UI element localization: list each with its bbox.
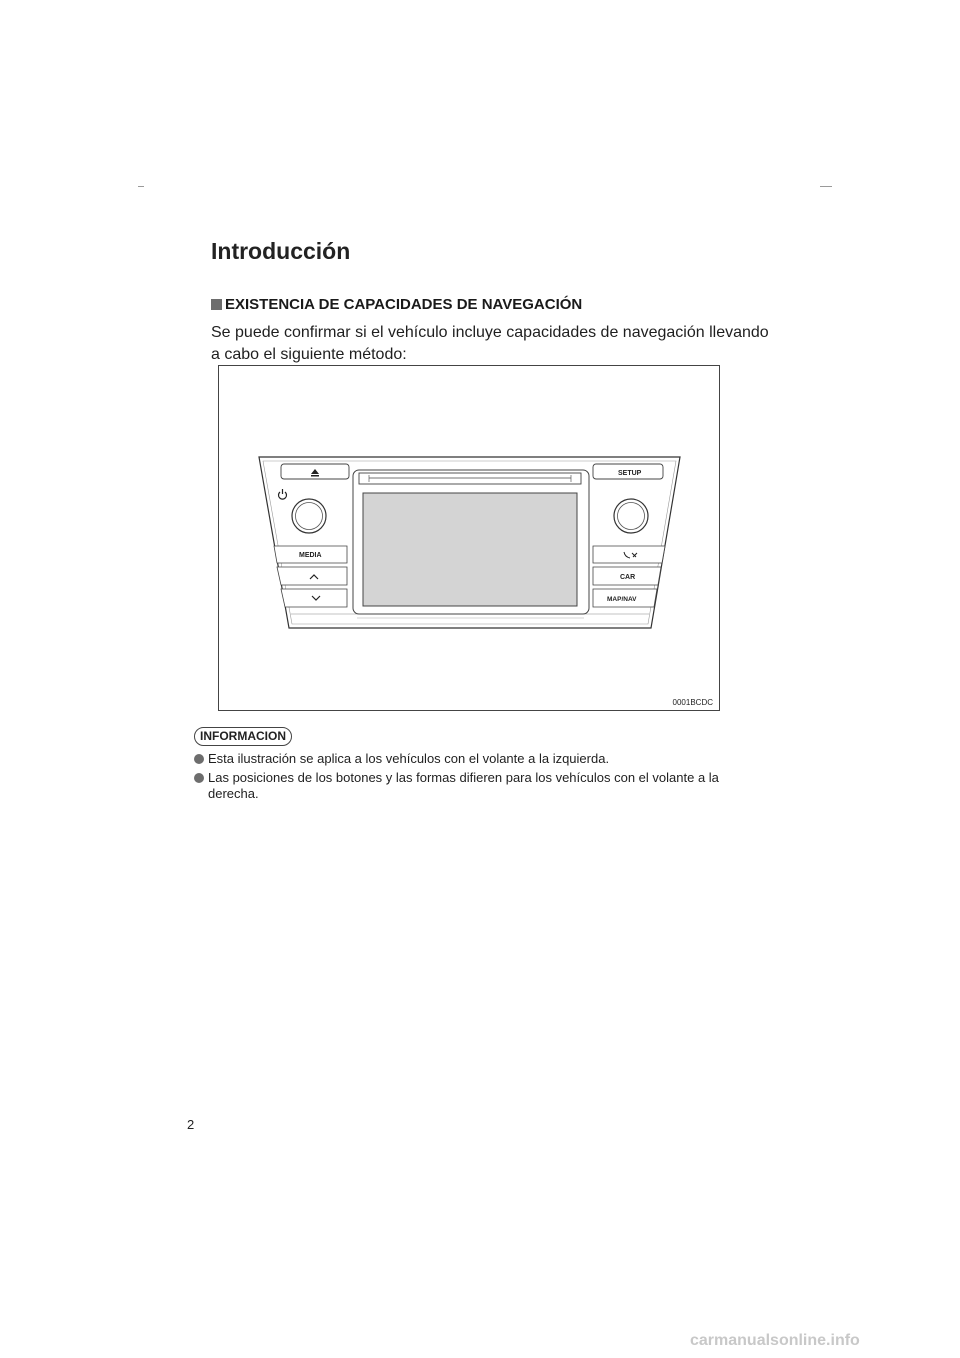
- crop-mark-left: [138, 186, 144, 187]
- display-screen: [363, 493, 577, 606]
- volume-knob: [292, 499, 326, 533]
- intro-text: Se puede confirmar si el vehículo incluye capacidades de navegación llevando a cabo el siguiente método:: [211, 324, 769, 363]
- bullet-icon: [194, 773, 204, 783]
- up-button: [277, 567, 347, 585]
- watermark-text: carmanualsonline.info: [690, 1332, 860, 1349]
- square-bullet-icon: [211, 299, 222, 310]
- car-label: CAR: [620, 574, 636, 581]
- info-item-text: Esta ilustración se aplica a los vehículos con el volante a la izquierda.: [208, 751, 610, 766]
- crop-mark-right: [820, 186, 832, 187]
- page-number: 2: [187, 1117, 195, 1132]
- map-nav-label: MAP/NAV: [607, 596, 637, 603]
- head-unit-figure: [218, 365, 720, 711]
- setup-label: SETUP: [618, 470, 642, 477]
- tune-knob: [614, 499, 648, 533]
- info-badge: INFORMACION: [194, 727, 292, 746]
- head-unit-illustration: [219, 366, 721, 712]
- section-heading-text: EXISTENCIA DE CAPACIDADES DE NAVEGACIÓN: [225, 296, 583, 313]
- page-title: Introducción: [211, 238, 351, 264]
- figure-code: 0001BCDC: [672, 698, 713, 707]
- media-label: MEDIA: [299, 552, 322, 559]
- info-list: [194, 751, 754, 805]
- section-heading: [211, 296, 582, 313]
- list-item: [194, 751, 754, 767]
- bullet-icon: [194, 754, 204, 764]
- list-item: [194, 770, 754, 802]
- info-item-text: Las posiciones de los botones y las formas difieren para los vehículos con el volante a la derecha.: [208, 770, 719, 801]
- phone-button: [593, 546, 665, 563]
- disc-slot: [359, 473, 581, 484]
